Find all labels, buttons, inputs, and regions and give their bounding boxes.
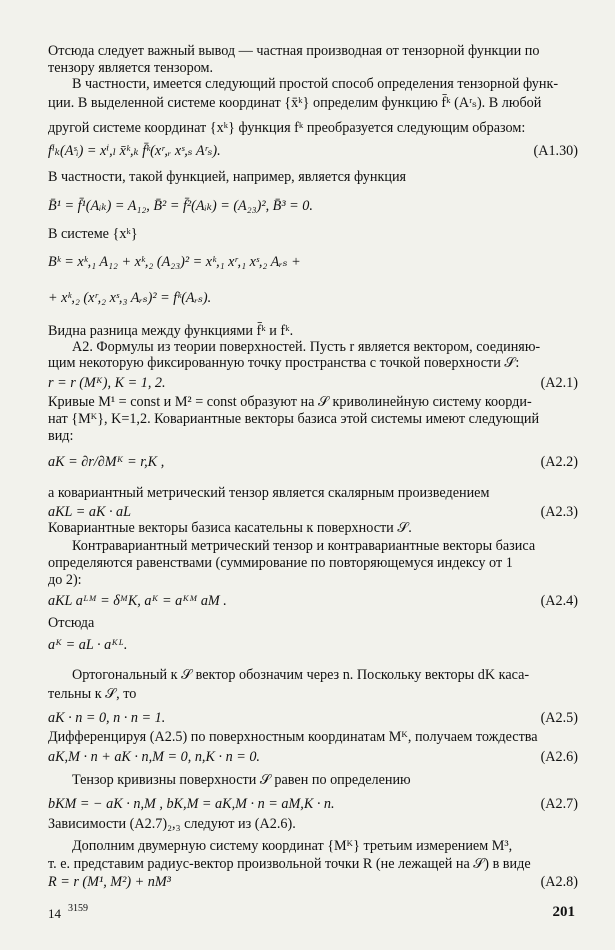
equation-formula: aKL = aK · aL (48, 504, 132, 520)
text-line: Тензор кривизны поверхности 𝒮 равен по определению (72, 772, 411, 788)
equation-formula: + xᵏ,₂ (xʳ,₂ xˢ,₃ Aᵣₛ)² = fᵏ(Aᵣₛ). (48, 290, 212, 306)
equation-formula: Bᵏ = xᵏ,₁ A₁₂ + xᵏ,₂ (A₂₃)² = xᵏ,₁ xʳ,₁ xˢ,₂ Aᵣₛ + (48, 254, 301, 270)
equation-formula: aKL aᴸᴹ = δᴹK, aᴷ = aᴷᴹ aM . (48, 593, 227, 609)
text-line: Отсюда (48, 615, 95, 631)
equation-number: (A1.30) (533, 143, 578, 159)
signature-mark: 14 (48, 906, 61, 921)
text-line: В частности, имеется следующий простой способ определения тензорной функ- (72, 76, 559, 92)
text-line: Дополним двумерную систему координат {Mᴷ} третьим измерением M³, (72, 838, 513, 854)
text-line: щим некоторую фиксированную точку пространства с точкой поверхности 𝒮: (48, 355, 520, 371)
equation-formula: aK · n = 0, n · n = 1. (48, 710, 166, 726)
text-line: другой системе координат {xᵏ} функция fᵏ преобразуется следующим образом: (48, 120, 526, 136)
text-line: ции. В выделенной системе координат {x̄ᵏ} определим функцию f̄ᵏ (Aʳₛ). В любой (48, 95, 542, 111)
equation-number: (A2.1) (540, 375, 578, 391)
text-line: Ортогональный к 𝒮 вектор обозначим через n. Поскольку векторы dK каса- (72, 667, 530, 683)
print-code: 3159 (68, 903, 88, 914)
equation-number: (A2.3) (540, 504, 578, 520)
equation-number: (A2.7) (540, 796, 578, 812)
text-line: Контравариантный метрический тензор и контравариантные векторы базиса (72, 538, 536, 554)
equation-formula: aK = ∂r/∂Mᴷ = r,K , (48, 454, 165, 470)
text-line: вид: (48, 428, 74, 444)
text-line: Кривые M¹ = const и M² = const образуют на 𝒮 криволинейную систему коорди- (48, 394, 532, 410)
equation-number: (A2.6) (540, 749, 578, 765)
equation-number: (A2.4) (540, 593, 578, 609)
equation-formula: B̄¹ = f̄¹(Aᵢₖ) = A₁₂, B̄² = f̄²(Aᵢₖ) = (A₂₃)², B̄³ = 0. (48, 198, 313, 214)
text-line: В частности, такой функцией, например, является функция (48, 169, 407, 185)
text-line: тельны к 𝒮, то (48, 686, 137, 702)
text-line: Ковариантные векторы базиса касательны к поверхности 𝒮. (48, 520, 412, 536)
text-line: Зависимости (A2.7)₂,₃ следуют из (A2.6). (48, 816, 296, 832)
text-line: т. е. представим радиус-вектор произвольной точки R (не лежащей на 𝒮) в виде (48, 856, 531, 872)
equation-number: (A2.8) (540, 874, 578, 890)
text-line: Дифференцируя (A2.5) по поверхностным координатам Mᴷ, получаем тождества (48, 729, 538, 745)
equation-number: (A2.2) (540, 454, 578, 470)
text-line: Отсюда следует важный вывод — частная производная от тензорной функции по (48, 43, 540, 59)
equation-formula: r = r (Mᴷ), K = 1, 2. (48, 375, 166, 391)
equation-formula: fⁱₖ(Aˢᵢ) = xⁱ,ₗ x̄ᵏ,ₖ f̄ᵏ(xʳ,ᵣ xˢ,ₛ Aʳₛ). (48, 143, 221, 159)
section-heading-a2: A2. Формулы из теории поверхностей. Пусть r является вектором, соединяю- (72, 339, 541, 355)
equation-formula: bKM = − aK · n,M , bK,M = aK,M · n = aM,K · n. (48, 796, 335, 812)
equation-number: (A2.5) (540, 710, 578, 726)
text-line: нат {Mᴷ}, K=1,2. Ковариантные векторы базиса этой системы имеют следующий (48, 411, 540, 427)
equation-formula: aᴷ = aL · aᴷᴸ. (48, 637, 128, 653)
text-line: Видна разница между функциями f̄ᵏ и fᵏ. (48, 323, 294, 339)
text-line: определяются равенствами (суммирование по повторяющемуся индексу от 1 (48, 555, 513, 571)
text-line: а ковариантный метрический тензор является скалярным произведением (48, 485, 490, 501)
equation-formula: aK,M · n + aK · n,M = 0, n,K · n = 0. (48, 749, 260, 765)
page-number: 201 (552, 904, 575, 920)
text-line: В системе {xᵏ} (48, 226, 138, 242)
text-line: до 2): (48, 572, 82, 588)
equation-formula: R = r (M¹, M²) + nM³ (48, 874, 171, 890)
text-line: тензору является тензором. (48, 60, 214, 76)
